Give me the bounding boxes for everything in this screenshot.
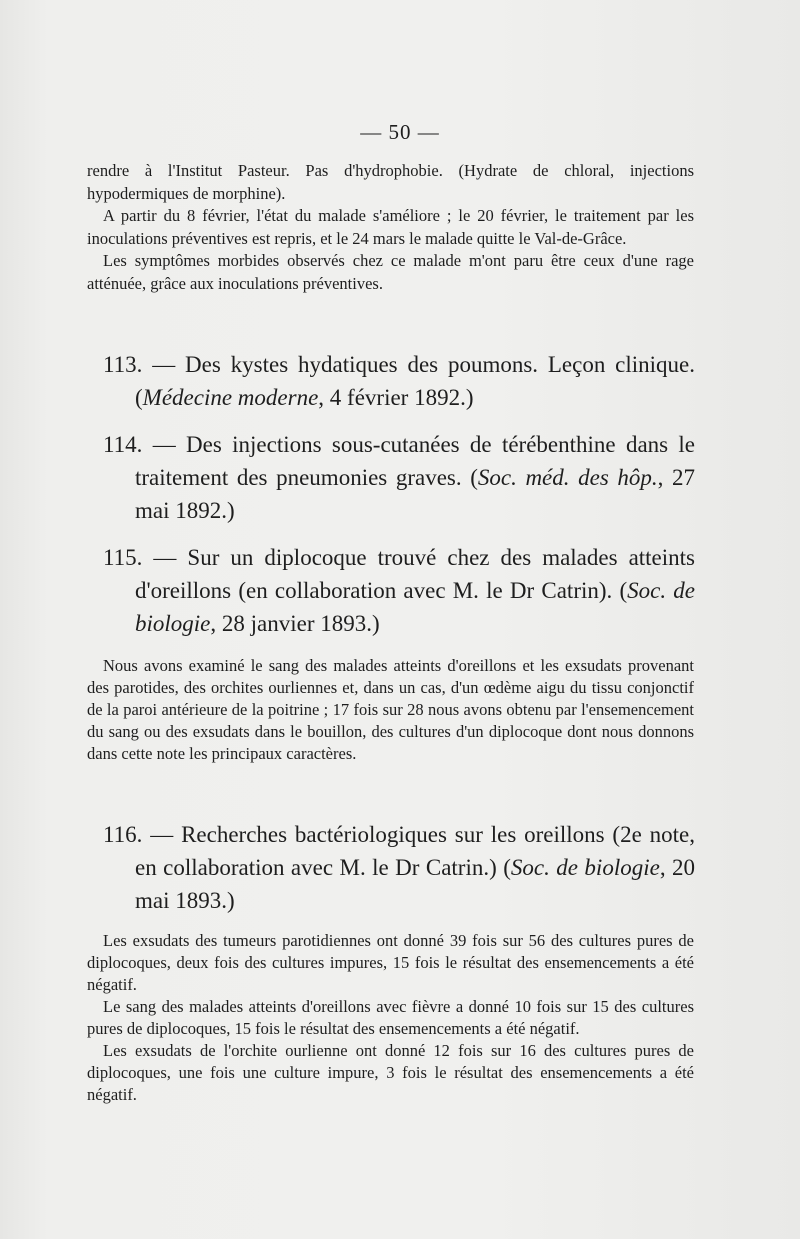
entry-114 bbox=[103, 428, 695, 527]
abstract-paragraph: Les exsudats de l'orchite ourlienne ont donné 12 fois sur 16 des cultures pures de diplocoques, une fois une culture impure, 3 fois le résultat des ensemencements a été négatif. bbox=[87, 1041, 694, 1104]
entry-source-date: , 4 février 1892.) bbox=[318, 385, 474, 410]
entry-source-open: ( bbox=[135, 385, 143, 410]
abstract-paragraph: Les exsudats des tumeurs parotidiennes ont donné 39 fois sur 56 des cultures pures de diplocoques, deux fois des cultures impures, 15 fois le résultat des ensemencements a été négatif. bbox=[87, 931, 694, 994]
entry-source-journal: Soc. de biologie bbox=[135, 578, 695, 636]
entry-source-open: ( bbox=[496, 855, 511, 880]
entry-number: 113. bbox=[103, 352, 143, 377]
entry-source-journal: Médecine moderne bbox=[142, 385, 319, 410]
intro-paragraph: rendre à l'Institut Pasteur. Pas d'hydrophobie. (Hydrate de chloral, injections hypodermiques de morphine). bbox=[87, 161, 694, 203]
entry-source-date: , 20 mai 1893.) bbox=[135, 855, 695, 913]
page-number: — 50 — bbox=[360, 120, 440, 144]
abstract-115 bbox=[87, 655, 694, 765]
abstract-116 bbox=[87, 930, 694, 1106]
entry-source-open: ( bbox=[461, 465, 478, 490]
abstract-paragraph: Le sang des malades atteints d'oreillons avec fièvre a donné 10 fois sur 15 des cultures pures de diplocoques, 15 fois le résultat des ensemencements a été négatif. bbox=[87, 997, 694, 1038]
entry-116 bbox=[103, 818, 695, 917]
entry-source-open: ( bbox=[612, 578, 628, 603]
entry-number: 116. bbox=[103, 822, 143, 847]
entry-number: 115. bbox=[103, 545, 143, 570]
entry-title: — Sur un diplocoque trouvé chez des malades atteints d'oreillons (en collaboration avec M. le Dr Catrin). bbox=[135, 545, 695, 603]
entry-source-journal: Soc. méd. des hôp. bbox=[477, 465, 658, 490]
entry-115 bbox=[103, 541, 695, 640]
intro-text bbox=[87, 160, 694, 295]
entry-number: 114. bbox=[103, 432, 143, 457]
intro-paragraph: A partir du 8 février, l'état du malade s'améliore ; le 20 février, le traitement par les inoculations préventives est repris, et le 24 mars le malade quitte le Val-de-Grâce. bbox=[87, 206, 694, 248]
entry-source-date: , 27 mai 1892.) bbox=[135, 465, 695, 523]
entry-113 bbox=[103, 348, 695, 414]
abstract-paragraph: Nous avons examiné le sang des malades atteints d'oreillons et les exsudats provenant des parotides, des orchites ourliennes et, dans un cas, d'un œdème aigu du tissu conjonctif de la paroi antérieure de la poitrine ; 17 fois sur 28 nous avons obtenu par l'ensemencement du sang ou des exsudats dans le bouillon, des cultures d'un diplocoque dont nous donnons dans cette note les principaux caractères. bbox=[87, 656, 694, 763]
intro-paragraph: Les symptômes morbides observés chez ce malade m'ont paru être ceux d'une rage atténuée, grâce aux inoculations préventives. bbox=[87, 251, 694, 293]
entry-title: — Des kystes hydatiques des poumons. Leçon clinique. bbox=[152, 352, 695, 377]
entry-source-date: , 28 janvier 1893.) bbox=[210, 611, 380, 636]
entry-title: — Des injections sous-cutanées de térébenthine dans le traitement des pneumonies graves. bbox=[135, 432, 696, 490]
entry-source-journal: Soc. de biologie bbox=[510, 855, 660, 880]
entry-title: — Recherches bactériologiques sur les oreillons (2e note, en collaboration avec M. le Dr Catrin.) bbox=[135, 822, 695, 880]
